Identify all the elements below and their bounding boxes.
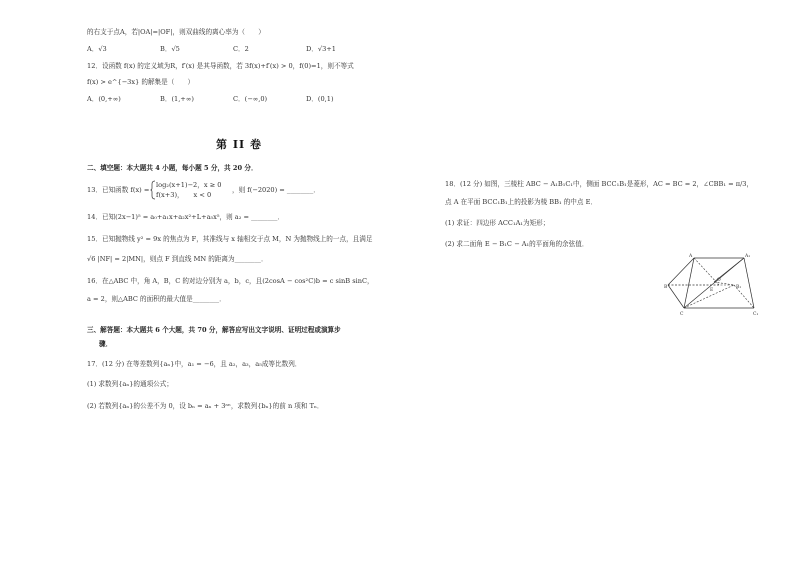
label-B1: B₁	[736, 285, 742, 290]
q12-option-a: A．(0,+∞)	[87, 95, 121, 103]
q15-line1: 15．已知抛物线 y² = 9x 的焦点为 F，其准线与 x 轴相交于点 M，N 为抛物线上的一点，且满足	[87, 235, 373, 243]
q17-part1: (1) 求数列{aₙ}的通项公式；	[87, 380, 173, 388]
prism-figure	[664, 252, 764, 322]
q13-case2: f(x+3)， x < 0	[156, 191, 212, 199]
q11-option-c: C．2	[233, 45, 249, 53]
q12-line2: f(x) > e^{−3x} 的解集是（ ）	[87, 78, 195, 86]
q11-option-d: D．√3+1	[306, 45, 336, 53]
q16-line2: a = 2，则△ABC 的面积的最大值是________．	[87, 295, 226, 303]
q16-line1: 16．在△ABC 中，角 A，B，C 的对边分别为 a，b，c，且(2cosA − cos²C)b = c sinB sinC，	[87, 277, 374, 285]
q13-case1: log₂(x+1)−2，x ≥ 0	[156, 181, 222, 189]
q11-option-b: B．√5	[160, 45, 180, 53]
label-C: C	[680, 312, 684, 317]
q15-line2: √6 |NF| = 2|MN|，则点 F 到直线 MN 的距离为________．	[87, 255, 268, 263]
q14: 14．已知(2x−1)⁵ = a₀+a₁x+a₂x²+L+a₅x⁵，则 a₂ = ________．	[87, 213, 285, 221]
fill-in-header: 二、填空题：本大题共 4 小题，每小题 5 分，共 20 分．	[87, 164, 258, 172]
q11-tail: 的右支于点A，若|OA|=|OF|，则双曲线的离心率为（ ）	[87, 28, 265, 36]
label-B: B	[664, 285, 668, 290]
q18-line1: 18．(12 分) 如图，三棱柱 ABC − A₁B₁C₁中，侧面 BCC₁B₁是菱形，AC = BC = 2，∠CBB₁ = π/3，	[445, 180, 754, 188]
q13-prefix: 13．已知函数 f(x) =	[87, 186, 150, 194]
label-A1: A₁	[745, 254, 751, 259]
q12-option-b: B．(1,+∞)	[160, 95, 194, 103]
part2-title: 第 II 卷	[216, 138, 262, 151]
label-E: E	[710, 288, 714, 293]
solve-header-line1: 三、解答题：本大题共 6 个大题，共 70 分，解答应写出文字说明、证明过程或演算步	[87, 326, 341, 334]
label-O: O	[717, 278, 721, 283]
label-C1: C₁	[753, 312, 759, 317]
q12-line1: 12．设函数 f(x) 的定义域为R，f′(x) 是其导函数，若 3f(x)+f′(x) > 0，f(0)=1，则不等式	[87, 62, 354, 70]
q18-part1: (1) 求证：四边形 ACC₁A₁为矩形；	[445, 219, 550, 227]
q12-option-d: D．(0,1)	[306, 95, 334, 103]
label-A: A	[689, 254, 693, 259]
q18-line2: 点 A 在平面 BCC₁B₁上的投影为棱 BB₁ 的中点 E．	[445, 198, 597, 206]
q12-option-c: C．(−∞,0)	[233, 95, 268, 103]
q17-line1: 17．(12 分) 在等差数列{aₙ}中，a₁ = −6，且 a₂，a₃，a₅成等比数列．	[87, 360, 302, 368]
solve-header-line2: 骤．	[99, 340, 113, 348]
q18-part2: (2) 求二面角 E − B₁C − A₁的平面角的余弦值．	[445, 240, 589, 248]
q13-suffix: ，则 f(−2020) = ________．	[232, 186, 320, 194]
q11-option-a: A．√3	[87, 45, 107, 53]
q17-part2: (2) 若数列{aₙ}的公差不为 0，设 bₙ = aₙ + 3ᵃⁿ，求数列{bₙ}的前 n 项和 Tₙ．	[87, 402, 324, 410]
